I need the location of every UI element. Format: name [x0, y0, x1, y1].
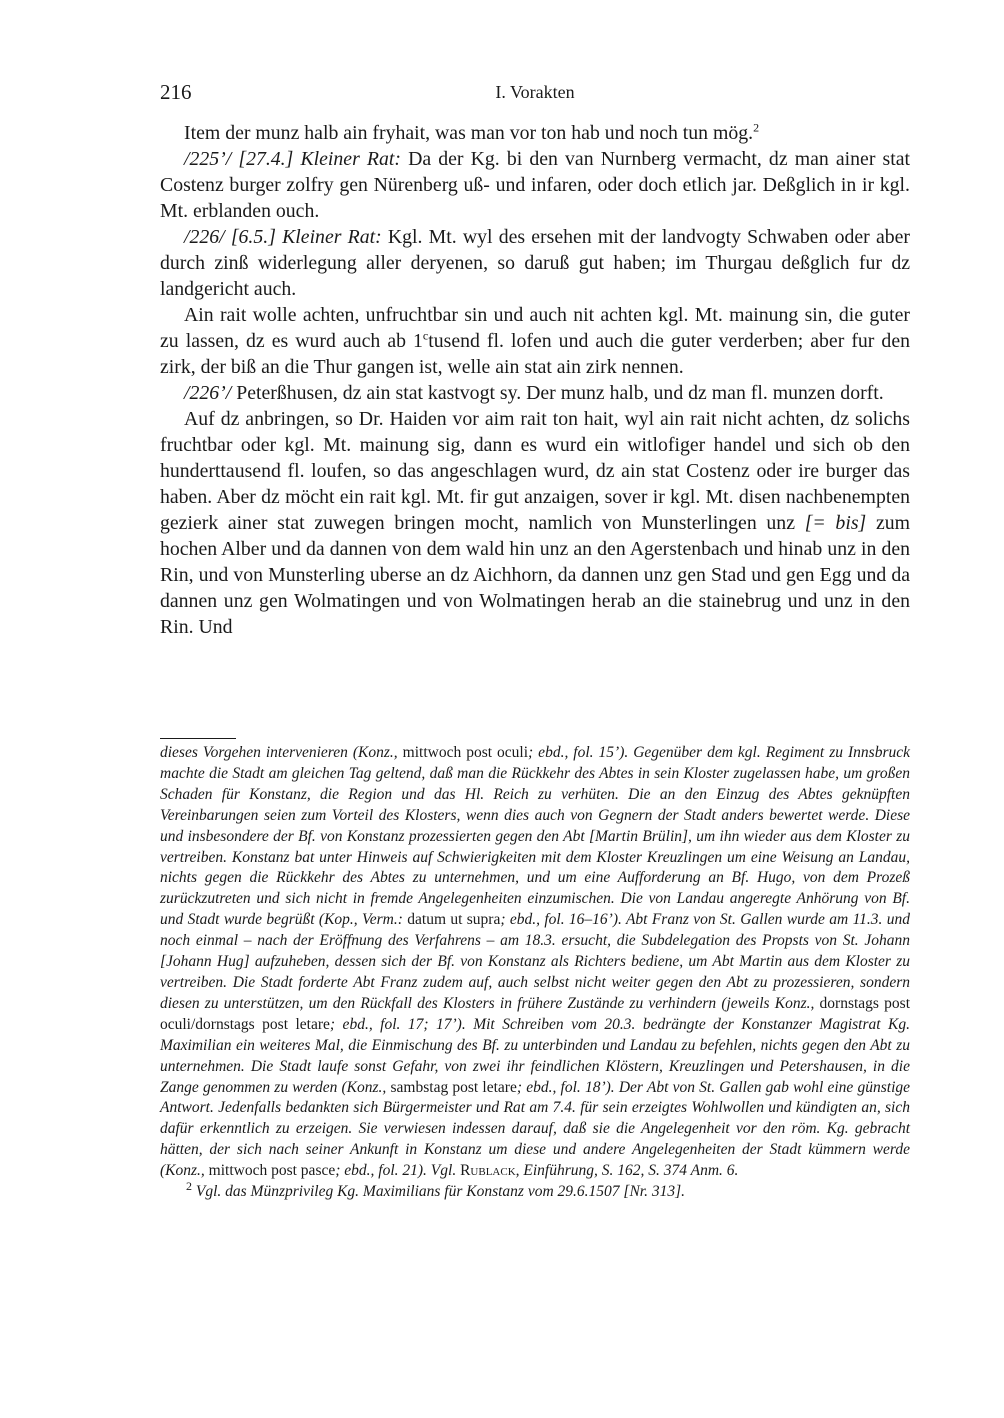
footnote-text: ; ebd., fol. 16–16’). Abt Franz von St. Gallen wurde am 11.3. und noch einmal – nach der Eröffnung des Verfahrens – am 18.3. ersucht, die Subdelegation des Propsts von St. Johann [Johann Hug] aufzuheben, dessen sich der Bf. von Konstanz als Richters bediene, um Abt Martin aus dem Kloster zu vertreiben. Die Stadt forderte Abt Franz zudem auf, auch selbst nicht weiter gegen den Abt zu prozessieren, sondern diesen zu unterstützen, um den Rückfall des Klosters in frühere Zustände zu verhindern (jeweils Konz., [160, 911, 911, 1012]
paragraph [160, 146, 910, 224]
footnote-text: ; ebd., fol. 15’). Gegenüber dem kgl. Regiment zu Innsbruck machte die Stadt am gleichen Tag geltend, daß man die Rückkehr des Abtes in sein Kloster zugelassen habe, um großen Schaden für Konstanz, die Region und das Hl. Reich zu verhüten. Die an den Einzug des Abtes geknüpften Vereinbarungen seien zum Vorteil des Klosters, wenn dies auch von Gegnern der Stadt anders bewertet werde. Diese und insbesondere der Bf. von Konstanz prozessierten gegen den Abt [Martin Brülin], um ihn wieder aus dem Kloster zu vertreiben. Konstanz bat unter Hinweis auf Schwierigkeiten mit dem Kloster Kreuzlingen um eine Weisung an Landau, nichts gegen die Rückkehr des Abtes zu unternehmen, und um eine Aufforderung an Bf. Hugo, von dem Prozeß zurückzutreten und sich nicht in fremde Angelegenheiten einzumischen. Die von Landau angeregte Anhörung von Bf. und Stadt wurde begrüßt (Kop., Verm.: [160, 744, 910, 929]
footnote-text: ; ebd., fol. 21). Vgl. [335, 1162, 461, 1180]
source-quote: dornstags post oculi/dornstags post letare [160, 994, 910, 1033]
paragraph [160, 406, 910, 640]
paragraph [160, 120, 910, 146]
footnote-text: ; ebd., fol. 18’). Der Abt von St. Gallen gab wohl eine günstige Antwort. Jedenfalls bedankten sich Bürgermeister und Rat am 7.4. für sein erzeigtes Wohlwollen und kündigten an, sich dafür erkenntlich zu erzeigen. Sie verwiesen indessen darauf, daß sie die Angelegenheit vor den röm. Kg. gebracht hätten, der sich nach seiner Ankunft in Konstanz um diese und andere Angelegenheiten der Stadt kümmern werde (Konz., [160, 1078, 911, 1180]
footnote-2 [160, 1178, 910, 1203]
footnote-text: dieses Vorgehen intervenieren (Konz., [160, 744, 398, 761]
paragraph-text: Auf dz anbringen, so Dr. Haiden vor aim rait ton hait, wyl ain rait nicht achten, dz solichs fruchtbar oder kgl. Mt. mainung sig, dann es wurd ein witlofiger handel und sich ob den hunderttausend fl. loufen, so das angeschlagen wurd, dz ain stat Costenz oder ire burger das haben. Aber dz möcht ein rait kgl. Mt. fir gut anzaigen, sover ir kgl. Mt. disen nachbenempten gezierk ainer stat zuwegen bringen mocht, namlich von Munsterlingen unz [160, 408, 910, 534]
page-number: 216 [160, 80, 192, 104]
author-name: Rublack [460, 1162, 516, 1180]
footnotes [160, 743, 910, 1203]
paragraph-text: Item der munz halb ain fryhait, was man vor ton hab und noch tun mög. [184, 122, 754, 144]
paragraph [160, 302, 910, 380]
paragraph [160, 380, 910, 406]
footnote-text: ; ebd., fol. 17; 17’). Mit Schreiben vom 20.3. bedrängte der Konstanzer Magistrat Kg. Maximilian ein weiteres Mal, die Einmischung des Bf. zu unterbinden und Landau zu befehlen, nichts gegen den Abt zu unternehmen. Die Stadt laufe sonst Gefahr, von zwei ihr feindlichen Klöstern, Kreuzlingen und Petershausen, in die Zange genommen zu werden (Konz., [160, 1015, 910, 1096]
source-quote: mittwoch post pasce [204, 1162, 336, 1180]
paragraph-text: tusend fl. lofen und auch die guter verderben; aber fur den zirk, der biß an die Thur gangen ist, welle ain stat ain zirk nennen. [160, 330, 910, 378]
paragraph-text: zum hochen Alber und da dannen von dem wald hin unz an den Agerstenbach und hinab unz in den Rin, und von Munsterling uberse an dz Aichhorn, da dannen unz gen Stad und gen Egg und da dannen unz gen Wolmatingen und von Wolmatingen herab an die stainebrug und unz in den Rin. Und [160, 512, 910, 638]
paragraph [160, 224, 910, 302]
source-quote: sambstag post letare [386, 1078, 517, 1096]
footnote-rule [160, 738, 236, 739]
footnote-continued [160, 743, 910, 1182]
superscript: c [422, 328, 429, 343]
paragraph-text: Kgl. Mt. wyl des ersehen mit der landvogty Schwaben oder aber durch zinß widerlegung aller deryenen, so daruß gut haben; im Thurgau deßglich fur dz landgericht auch. [160, 226, 910, 300]
source-quote: datum ut supra [402, 911, 501, 929]
footnote-text: Vgl. das Münzprivileg Kg. Maximilians für Konstanz vom 29.6.1507 [Nr. 313]. [192, 1183, 686, 1201]
running-head: I. Vorakten [495, 82, 575, 102]
source-quote: mittwoch post oculi [397, 744, 529, 761]
footnote-number: 2 [186, 1178, 192, 1193]
folio-marker: /226’/ [184, 382, 232, 404]
paragraph-text: Da der Kg. bi den van Nurnberg vermacht, dz man ainer stat Costenz burger zolfry gen Nürenberg uß- und infaren, oder doch etlich jar. Deßglich in ir kgl. Mt. erblanden ouch. [160, 148, 910, 222]
main-text [160, 120, 910, 640]
paragraph-text: Peterßhusen, dz ain stat kastvogt sy. Der munz halb, und dz man fl. munzen dorft. [231, 382, 884, 404]
footnote-text: , Einführung, S. 162, S. 374 Anm. 6. [515, 1162, 739, 1180]
paragraph-text: Ain rait wolle achten, unfruchtbar sin und auch nit achten kgl. Mt. mainung sin, die guter zu lassen, dz es wurd auch ab 1 [160, 304, 910, 352]
folio-marker: /225’/ [27.4.] Kleiner Rat: [184, 148, 401, 170]
folio-marker: /226/ [6.5.] Kleiner Rat: [184, 226, 382, 248]
footnote-ref: 2 [753, 120, 760, 135]
editorial-gloss: [= bis] [804, 512, 867, 534]
